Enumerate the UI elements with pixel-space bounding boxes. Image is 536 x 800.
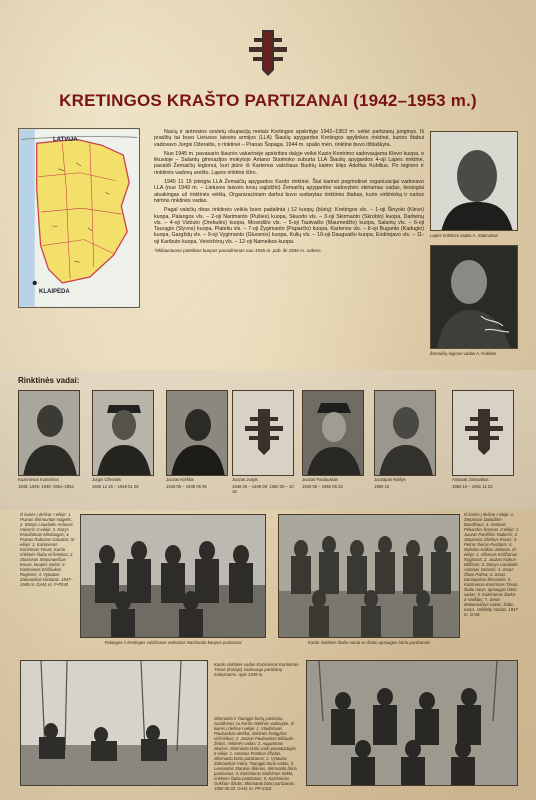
- group-photo-2-caption: Kardo rinktinės štabo nariai su štabo apsaugos būrio partizanais: [307, 640, 431, 645]
- portrait-photo-kubilius: [430, 245, 518, 349]
- commander-photo: [92, 390, 154, 476]
- commander-name: Juozas Paulauskas: [302, 477, 339, 482]
- commander-photo: [302, 390, 364, 476]
- commander-emblem-placeholder: [452, 390, 514, 476]
- commander-name: Juozas Kiriškis: [166, 477, 194, 482]
- intro-paragraph: Pagal valsčių ribas rinktinės veikla buvo padalinta į 12 kuopų (būrių): Kretingos vls. – 1-oji Šinyolo (Klevo) kuopa, Palangos vls. – 2-oji Narimanto (Pušies) kuopa, Skuodo vls. – 3-oji Skirmanto (Skroblo) kuopa, Darbėnų vls. – 4-oji Vizbuto (Drebulės) kuopa, Mosėdžio vls. – 5-oji Tautvaišo (Maumedžio) kuopa, Salantų vls. – 6-oji Taurągio (Slyvos) kuopa, Plateliu vls. – 7-oji Žygimanto (Paparčio) kuopa, Kartenos vls. – 8-oji Buganto (Kadugio) kuopa, Gargždų vls. – 9-oji Vygimanto (Gluosnio) kuopa, Kulių vls. – 10-oji Daugvaišo kuopa, Endriejavo vls. – 11-oji Kaributo kuopa, Veiviržėnų vls. – 12-oji Nameikos kuopa.: [154, 207, 424, 245]
- commander-card: [92, 390, 154, 490]
- group-photo-2-description: Iš kairės į dešinę I eilėje: 1. Stepionas Dailiuškis-Bandžiaus; 3. Antanas Pėkarskis-Šarmas. II eilėje: 1. Juozas Paniškiis-Taukeris; 3. Stepionas Zilettrys-Kovas; 3. Petras Šeirys-Pusbūris; 4. Mykolas Kalkus-Jokimas. III eilėje: 1. Alfonsas Kriščiūnas-Rugionas; 2. Juozas Kuikus-Milžinas; 3. Stasys Liaudaitis-Antanas Vaiseris; 4. Jonas Šliwa-Palma; 4. Jonas Daniauskas-Šimonėlis; 5. Kazimieras Kontrimas-Tėvas, štabo narys, apsaugos būrio vadas; 5. Kazimieras Šarka-a-Vaidilas; 7. Jonas Makaravičius-Liūtas, štabo narys. Valdinity Vaidas. 1947 m. GAM.: [464, 512, 520, 617]
- double-cross-emblem-icon: [453, 391, 514, 476]
- intro-paragraph: 1945 11 15 įsteigta LLA Žemaičių apygardos Kardo rinktinė. Šiai karinei pogrindinei organizacijai vadovavo LLA (nuo 1949 m. – Lietuvos laisvės kovų sąjūdžio) Žemaičių apygardos vadovybės skiriamas vadas, tiesiogiai atsakingas už rinktinės veiklą. Organizaciniam darbui buvo sudarytas rinktinės štabas, kurio viršininką ir narius tvirtino rinktinės vadas.: [154, 179, 424, 204]
- commander-photo: [166, 390, 228, 476]
- commander-dates: 1945 12 25 – 1946 01 25: [92, 483, 139, 489]
- group-photo-3: [20, 660, 208, 786]
- commander-card: [232, 390, 294, 495]
- group-photo-4-description: Skirmanto ir Taurągio būrių partizanų susitikimas su Kardo rinktinės vadovybe. Iš kairės į dešinę I eilėje: 1. Vladislovas Paulauskas-Meška, rinktinės žvalgybos viršininkas; 2. Juozas Paulauskas-Bičiuolis-Žebiis, rinktinės vadas; 3. Augustinas Skučas, Skirmanto būrio vado pavaduotojas. II eilėje: 1. Antanas Pontkus-Žilvitas, Skirmanto būrio partizanas; 2. Vytautas Zakrauskas-Vėtra, Taurągio būrio vadas; 3. Leonardas Stankus-Šilėnas, Skirmanto būrio partizanas; 4. Kazimieras Mažrimas-Sėkla, rinktinės štabo partizanas; 5. Kazimieras Grikštas-Šilutis, Skirmanto būrio partizanas. 1950 05 03. GAM, nr. PP-2318: [214, 716, 297, 791]
- group-photo-1: [80, 514, 266, 638]
- commander-name: Kazimieras Kontrimas: [18, 477, 59, 482]
- double-cross-emblem-icon: [245, 30, 291, 76]
- commander-dates: 1948 06 – 1949 06; 1950 05 – 10 15: [232, 483, 294, 494]
- group-photo-4: [306, 660, 518, 786]
- commander-photo: [374, 390, 436, 476]
- commander-name: Juozas Jurgis: [232, 477, 258, 482]
- intro-paragraph: Nacių ir antrosios sovietų okupacijų metais Kretingos apskrityje 1942–1953 m. veikė partizanų junginys. Iš pradžių tai buvo Lietuvos laisvės armijos (LLA) Šiaulių apygardos Kretingos apylinkės rinktinė, kurios štabui vadovavo Jurgis Ožeraitis, o rinktinei – Pranas Šopaga. 1944 m. spalio mėn. rinktinė buvo išblaškyta.: [154, 129, 424, 148]
- commander-card: [18, 390, 80, 490]
- group-photo-2: [278, 514, 460, 638]
- commander-photo: [18, 390, 80, 476]
- commander-card: [302, 390, 364, 490]
- commander-name: Jurgis Ožeraitis: [92, 477, 121, 482]
- commander-dates: 1945; 1946; 1949; 1951–1952: [18, 483, 74, 489]
- section-title: Rinktinės vadai:: [18, 376, 80, 385]
- portrait-caption: Lapės rinktinės vadas A. Staimokas: [430, 233, 498, 238]
- commander-name: Antanas Jonauskas: [452, 477, 489, 482]
- map-of-kretinga-region: [18, 128, 140, 308]
- map-icon: [19, 129, 139, 307]
- map-city-label: KLAIPĖDA: [39, 289, 70, 295]
- commander-card: [374, 390, 436, 490]
- commander-card: [166, 390, 228, 490]
- double-cross-emblem-icon: [233, 391, 294, 476]
- commander-dates: 1950 10: [374, 483, 390, 489]
- intro-paragraph: Nuo 1945 m. pavasario šiaurės vakarinėje apskrities dalyje veikė Kazio Kontrimo vadovaujama Klevo kuopa, o likusioje – Salantų gimnazijos mokytojo Antano Staimoko suburta LLA Šiaulių apygardos 4-oji Lapės rinktinė, pavaldi Žemaičių legionui, kuri įkūrė iš Kartenos valsčiaus Budrių kaimo kilęs Adolfas Kubilius. Po legiono ir rinktinės vadovų arešto, Lapės rinktinė iširo.: [154, 150, 424, 176]
- map-country-label: LATVIJA: [53, 137, 78, 143]
- commander-dates: 1949 06 – 1950 05 23: [302, 483, 343, 489]
- commander-card: [452, 390, 514, 490]
- commander-emblem-placeholder: [232, 390, 294, 476]
- intro-text: [154, 129, 424, 257]
- group-photo-1-description: Iš kairės į dešinę: I eilėje: 1. Pranas Skirmuntas-Nagelis; 2. Stasys Liaudaitis-Antanas Vaiseris; II eilėje: 3. Kazys Kriaučiūnas-Mindaugas; 4. Pranas Rubezas-Gaivalas; III eilėje: 1. Kazimieras Kontrimas-Tėvas, Kardo rinktinės štabo viršininkas; 2. Stasionas Steponavičius-Kovas, kuopos vadas; 3. Kazimieras Kriščiukas-Rugienis; 4. Vytautas Zakrauskas-Gintaras. 1947–1949 m. GAM, nr. P-P240: [20, 512, 75, 587]
- portrait-caption: Žemaičių legiono vadas A. Kubilius: [430, 351, 497, 356]
- group-photo-1-caption: Palangos ir Kretingos valsčiuose veikusios Narimanto kuopos partizanai: [104, 640, 242, 645]
- commander-dates: 1950 10 – 1951 11 23: [452, 483, 493, 489]
- commander-name: Juozapas Raišys: [374, 477, 406, 482]
- commander-dates: 1946 05 – 1948 05 06: [166, 483, 207, 489]
- portrait-photo-staimokas: [430, 131, 518, 231]
- page-title: KRETINGOS KRAŠTO PARTIZANAI (1942–1953 m.): [59, 91, 477, 110]
- group-photo-3-caption: Kardo rinktinės vadas Kazimieras Kontrimas-Tėvas (kairėje) vadovauja partizanų mokymams. Apie 1949 m.: [214, 662, 300, 677]
- intro-footnote: *Skliaustuose pateiktas kuopos pavadinimas nuo 1945 m. pab. iki 1946 m. rudens.: [154, 248, 322, 254]
